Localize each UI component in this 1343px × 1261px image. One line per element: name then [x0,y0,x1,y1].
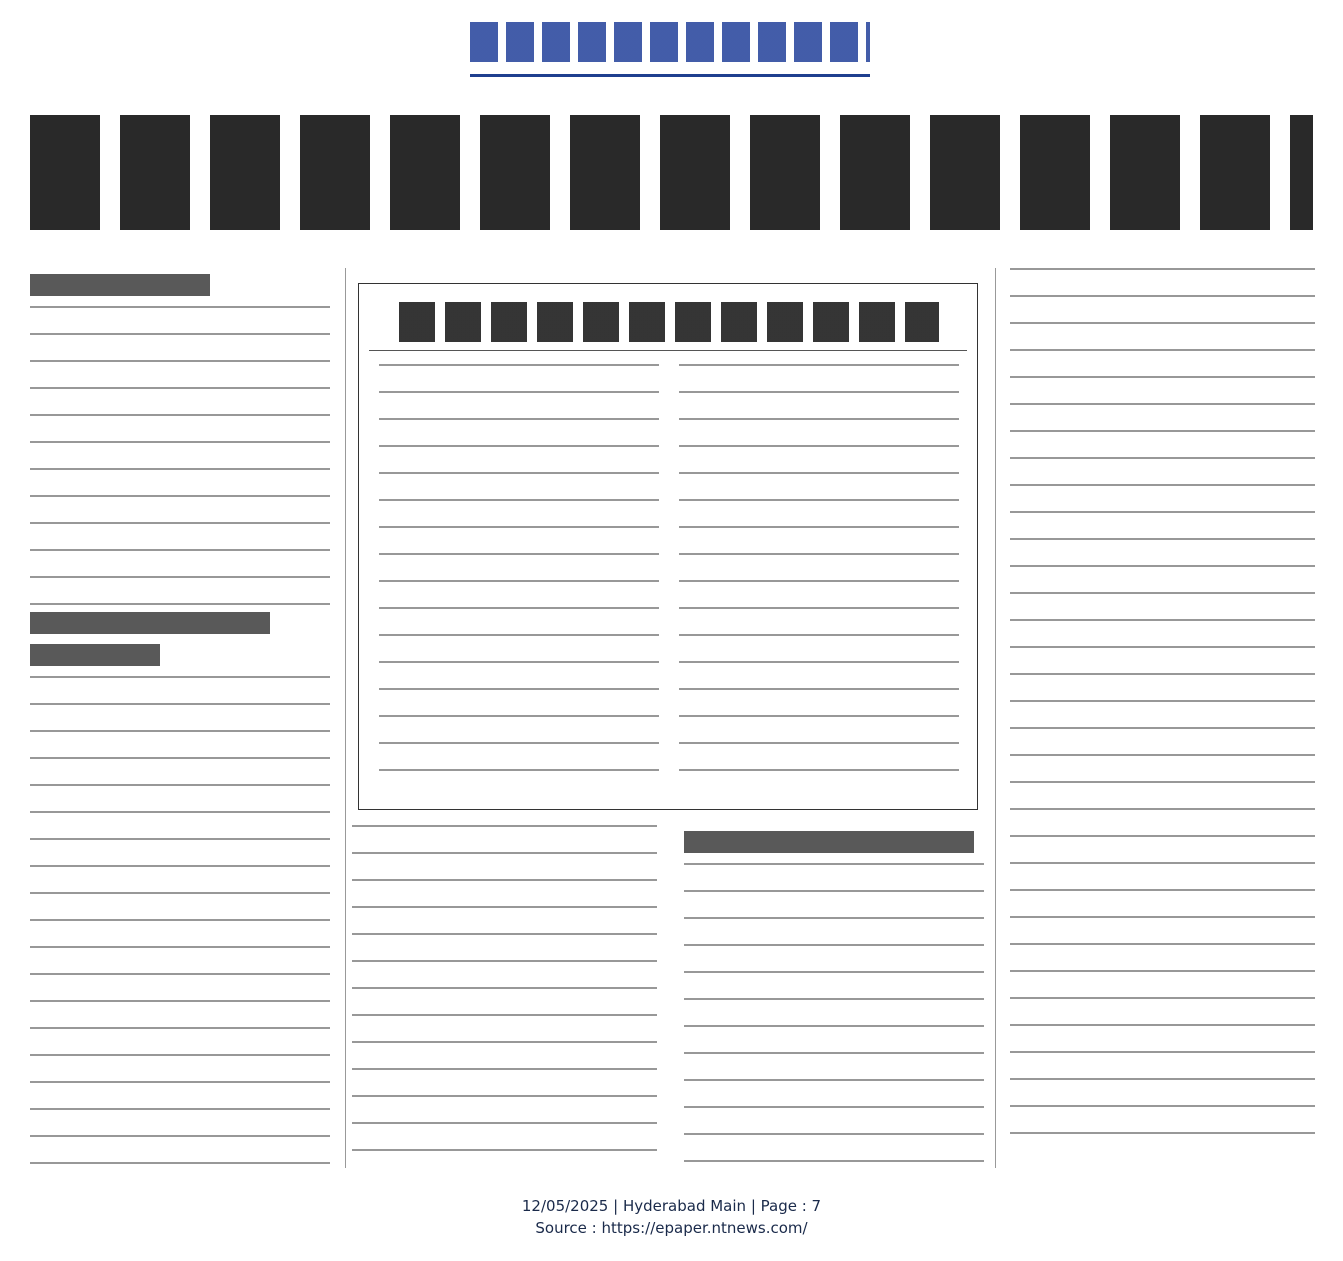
sidebar-text-col-1 [379,364,659,794]
footer-line-1: 12/05/2025 | Hyderabad Main | Page : 7 [521,1197,822,1215]
subhead-3 [684,831,974,853]
article-column-2 [352,825,657,1170]
footer [0,1195,1343,1239]
continuation-note [30,274,210,296]
article-column-3 [684,825,984,1163]
footer-edition: Hyderabad Main [622,1197,747,1215]
footer-source: Source : https://epaper.ntnews.com/ [535,1219,808,1237]
article-column-1 [30,268,330,1166]
column-3-text [684,863,984,1163]
column-1-text [30,306,330,606]
footer-date: 12/05/2025 [521,1197,609,1215]
subhead-2 [30,644,160,666]
column-divider [995,268,996,1168]
masthead-logo [470,14,870,77]
column-divider [345,268,346,1168]
column-4-text [1010,268,1315,1158]
sidebar-box [358,283,978,810]
headline [30,105,1313,255]
sidebar-title [399,302,939,342]
footer-page: Page : 7 [760,1197,822,1215]
column-1-text-2 [30,676,330,1166]
subhead-1 [30,612,270,634]
sidebar-text-col-2 [679,364,959,794]
column-2-text [352,825,657,1170]
article-column-4 [1010,268,1315,1158]
